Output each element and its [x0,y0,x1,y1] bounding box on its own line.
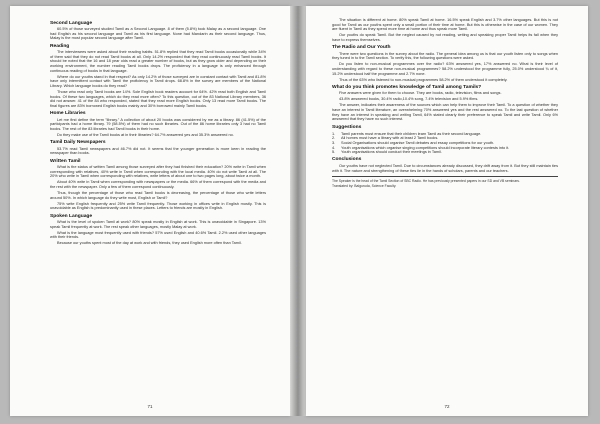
suggestions-list [332,132,558,155]
body-paragraph: 75% write English frequently and 25% write Tamil frequently. Those working in offices write in English mostly. This is unavoidable as English is predominantly used in these places. Letters to friends are mostly in English. [50,201,266,211]
body-paragraph: 60.5% of those surveyed studied Tamil as a Second Language. 8 of them (5.8%) took Malay as a second language. One had English as his second language and Tamil as his first language. None had Mandarin as their second language. Thus, Malay is the most popular second language after Tamil. [50,27,266,41]
page-number: 71 [147,404,153,409]
body-paragraph: Thus of the 63% who listened to non-musical programmes 58.2% of them understood it completely. [339,77,508,82]
section-heading: Reading [50,43,70,49]
body-paragraph: Thus, though the percentage of those who read Tamil books is decreasing, the percentage of those who write letters around 50%. In which language do they write most, English or Tamil? [50,191,266,200]
list-item-text: Social Organisations should organise Tamil debates and essay competitions for our youth. [341,140,495,145]
body-paragraph: What is the language most frequently used with friends? 57% used English and 40.6% Tamil. 2.2% used other languages with their friends. [50,230,266,240]
list-item-number: 4. [332,145,336,150]
body-paragraph: Those who read only Tamil books are 14%. Sole English book readers account for 64%. 42% read both English and Tamil books. Of these two languages, which do they read more often? To this question, out of the 83 National Library members, 36 did not answer. 41 of the 84 who responded, stated that they read more English books. Only 13 read more Tamil books. The final figures are 83% borrowed English books mainly and 30% borrowed mainly Tamil books. [50,90,266,108]
section-heading: Second Language [50,20,93,26]
body-paragraph: The interviewees were asked about their reading habits. 51.8% replied that they read Tamil books occasionally while 34% of them said that they do not read Tamil books at all. Only 14.2% responded that they read continuously read Tamil books. It should be noted that the 16 and 18 year olds read a greater number of books, but as they grow older and depending on their working environment, the number reading Tamil books drops. The proficiency in a language is only enhanced through continuous reading of books in that language. [50,49,266,73]
list-item-text: Youth organisations should conduct their meetings in Tamil. [341,150,442,155]
body-paragraph: Do they make use of the Tamil books at in their libraries? 64.7% answered yes and 35.3% answered no. [57,132,234,137]
body-paragraph: There were two questions in the survey about the radio. The general idea among us is that our youth listen only to songs when they tuned in to the Tamil section. To verify this, the following questions were asked. [332,51,558,61]
left-page-content [50,18,266,247]
footnote-rule [332,176,558,177]
section-heading: The Radio and Our Youth [332,45,391,51]
body-paragraph: Five answers were given for them to choose. They are books, radio, television, films and songs. [339,91,502,96]
section-heading: Tamil Daily Newspapers [50,140,106,146]
list-item-text: Tamil parents must ensure that their children learn Tamil as their second language. [341,131,482,136]
footnote: Translated by: Balguruda, Science Faculty. [332,183,397,188]
footnote: The Speaker is the head of the Tamil Section of SBC Radio. He has previously presented papers in our SD and VB seminars. [332,178,520,183]
body-paragraph: Where do our youths stand in that respect? As only 14.2% of those surveyed are in constant contact with Tamil and 81.8% have only intermittent contact with Tamil the proficiency in Tamil drops. 68.8% in the survey are members of the National Library. Which language books do they read? [50,74,266,88]
section-heading: Conclusions [332,157,362,163]
body-paragraph: 43.8% answered books, 30.4% radio,10.4% song, 7.4% television and 5.9% films. [339,97,479,102]
right-page [306,6,588,416]
list-item-number: 2. [332,136,336,141]
body-paragraph: Our youths have not neglected Tamil. Due to circumstances already discussed, they drift away from it. But they still maintain ties with it. The nature and strengthening of these ties lie in the hands of scholars, parents and our teachers. [332,163,558,173]
section-heading: Suggestions [332,124,362,130]
body-paragraph: The situation is different at home. 80% speak Tamil at home. 16.5% speak English and 3.7% other languages. But this is not good for Tamil as our youths spent only a small portion of their time at home. But this is otherwise in the case of our women. They are fluent in Tamil as they spend more time at home and thus speak more Tamil. [332,18,558,32]
right-page-content [332,18,558,189]
body-paragraph: Let me first define the term "library." A collection of about 20 books was considered by me as a library. 86 (41.5%) of the participants had a home library. 79 (58.5%) of them had no such libraries. Out of the 86 home libraries only 3 had no Tamil books. The rest of the 83 libraries had Tamil books in their home. [50,117,266,131]
section-heading: Home Libraries [50,111,86,117]
book-spine [290,6,306,416]
list-item [332,150,558,155]
list-item-number: 1. [332,131,336,136]
list-item-number: 3. [332,140,336,145]
body-paragraph: The answer, indicates their awareness of the sources which can help them to improve their Tamil. To a question of whether they have an interest in Tamil literature, an overwhelming 70% answered yes and the rest answered no. To the last question of whether they have an interest in speaking and writing Tamil, 64% stated clearly their preference to speak Tamil and write Tamil. Only 6% answered that they have no such interest. [332,103,558,122]
list-item-number: 5. [332,150,336,155]
list-item-text: Youth organisations which organise singing competitions should incorporate literary contests into it. [341,145,510,150]
section-heading: Written Tamil [50,158,81,164]
body-paragraph: 53.7% read Tamil newspapers and 46.7% did not. It seems that the younger generation is more keen in reading the newspaper than books. [50,146,266,156]
list-item-text: All homes must have a library with at least 2 Tamil books. [341,136,439,141]
section-heading: Spoken Language [50,213,93,219]
body-paragraph: About 40% write in Tamil when corresponding with newspapers or the media. 66% of them correspond with the media and the rest with the newspaper. Only a few of them correspond continuously. [50,180,266,189]
body-paragraph: What is the status of written Tamil among those surveyed after they had finished their education? 20% write in Tamil when corresponding with relatives, 40% write in Tamil when corresponding with the local media. 40% do not write Tamil at all. The 20% who write in Tamil when corresponding with relatives, write letters of about one to two pages long, about twice a month. [50,164,266,179]
section-heading: What do you think promotes knowledge of Tamil among Tamils? [332,84,482,90]
body-paragraph: What is the level of spoken Tamil at work? 80% speak mostly in English at work. This is unavoidable in Singapore. 13% speak Tamil frequently at work. The rest speak other languages, mostly Malay at work. [50,220,266,229]
page-number: 72 [444,404,450,409]
body-paragraph: Our youths do speak Tamil. But the neglect caused by not reading, writing and speaking proper Tamil helps its fall when they have to express themselves. [332,33,558,43]
body-paragraph: Because our youths spent most of the day at work and with friends, they used English more often than Tamil. [57,241,242,246]
left-page [10,6,290,416]
body-paragraph: Do you listen to non-musical programmes over the radio? 63% answered yes, 17% answered no. What is their level of understanding with regard to these non-musical programmes? 58.2% understood the programme fully, 25.0% understood ¾ of it, 15.2% understood half the programme and 2.7% none. [332,62,558,76]
